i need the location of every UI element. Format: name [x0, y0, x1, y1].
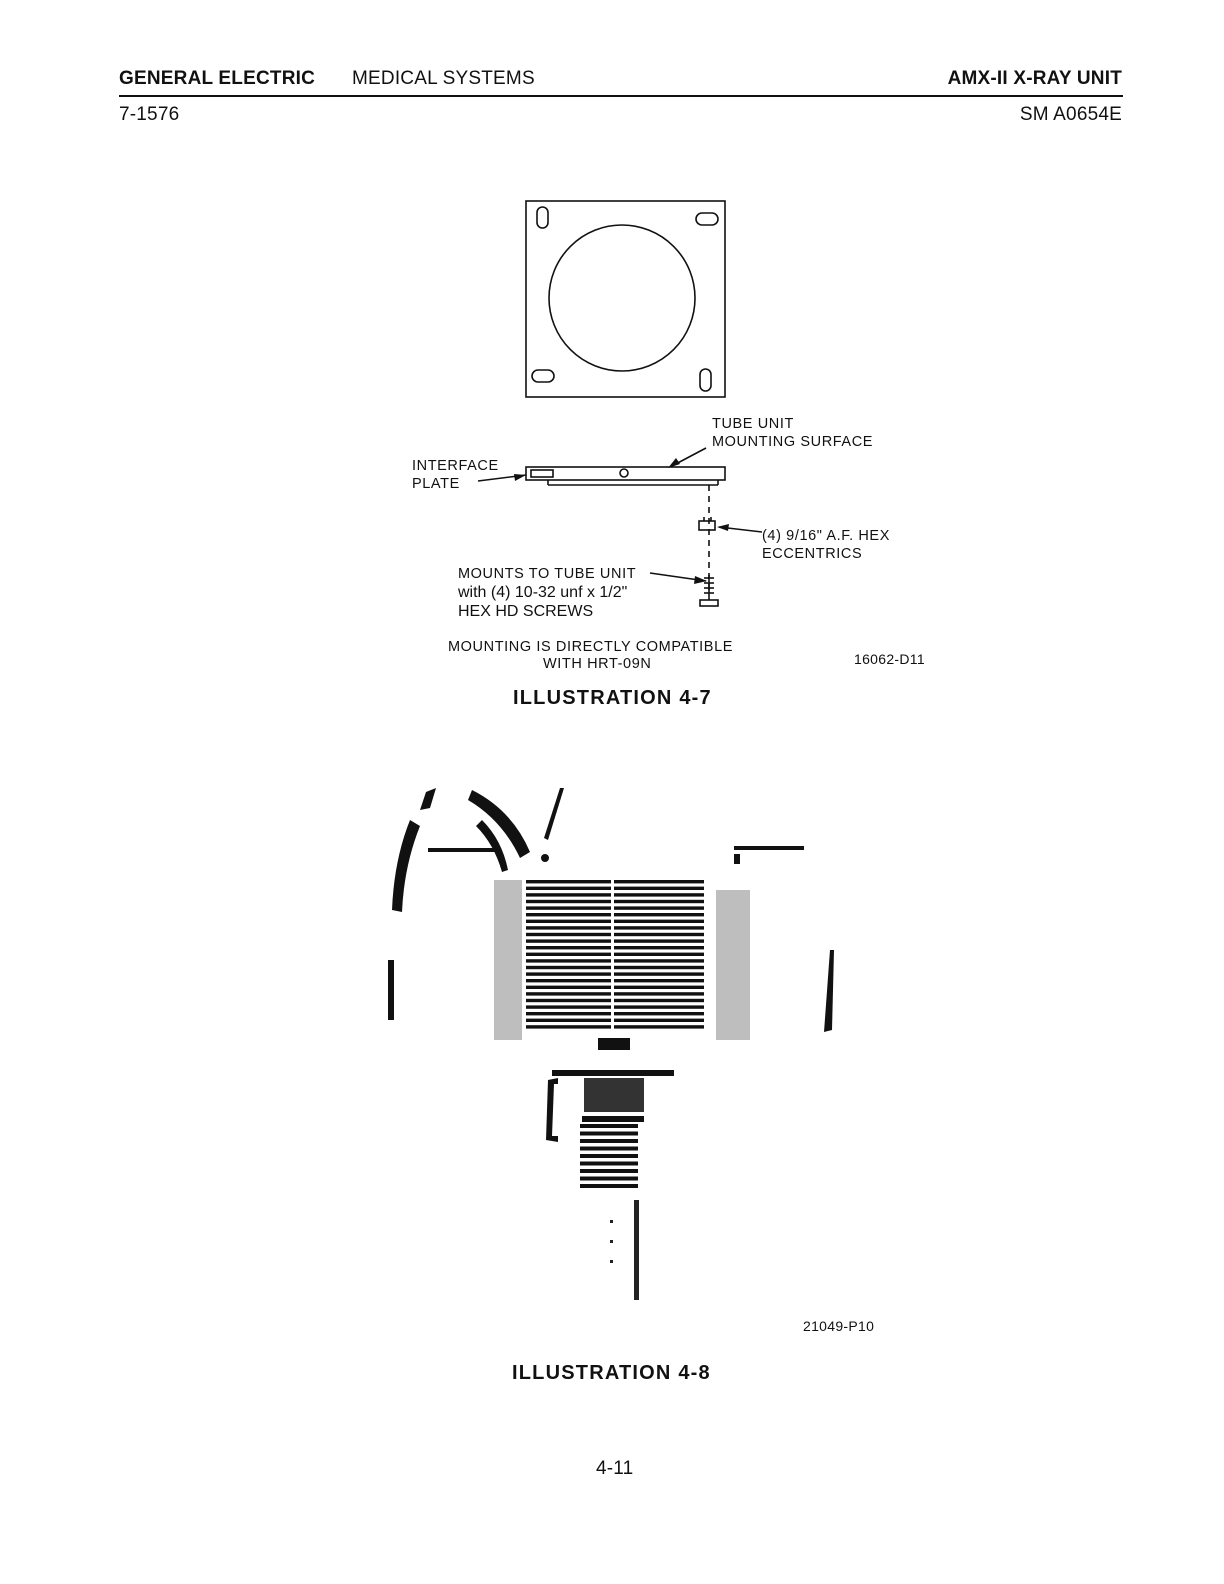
grille-slat [526, 933, 611, 936]
grille-slat [614, 946, 704, 949]
grille-slat [614, 906, 704, 909]
header-product: AMX-II X-RAY UNIT [947, 68, 1122, 89]
figure-id-4-7: 16062-D11 [854, 651, 925, 667]
header-division: MEDICAL SYSTEMS [352, 68, 535, 89]
grille-slat [526, 887, 611, 890]
grille-slat [614, 939, 704, 942]
support-column [580, 1124, 638, 1188]
grille-slat [526, 999, 611, 1002]
grille-slat [526, 1025, 611, 1028]
grille-slat [526, 1005, 611, 1008]
grille-slat [614, 933, 704, 936]
grille-slat [614, 966, 704, 969]
label-interface: INTERFACE [412, 458, 499, 474]
grille-slat [526, 1012, 611, 1015]
grille-slat [526, 880, 611, 883]
grille-slat [526, 939, 611, 942]
column-band [580, 1162, 638, 1166]
caption-illustration-4-7: ILLUSTRATION 4-7 [513, 687, 712, 709]
column-band [580, 1124, 638, 1128]
grille-slat [526, 893, 611, 896]
label-eccentrics: ECCENTRICS [762, 546, 863, 562]
grille-slat [614, 1005, 704, 1008]
interface-plate-diagram [0, 180, 1224, 820]
grille-slat [614, 999, 704, 1002]
label-mounts-to-tube-unit: MOUNTS TO TUBE UNIT [458, 566, 637, 582]
grille-slat [614, 992, 704, 995]
slot-bottom-left [532, 370, 554, 382]
column-band [580, 1177, 638, 1181]
column-band [580, 1132, 638, 1136]
label-tube-unit: TUBE UNIT [712, 416, 794, 432]
grille-slat [614, 926, 704, 929]
doc-number: 7-1576 [119, 104, 180, 125]
label-mounting-surface: MOUNTING SURFACE [712, 434, 874, 450]
column-band [580, 1147, 638, 1151]
column-band [580, 1169, 638, 1173]
grille-slat [614, 979, 704, 982]
slot-top-right [696, 213, 718, 225]
grille-slat [614, 880, 704, 883]
grille-slat [614, 887, 704, 890]
grille-slat [526, 979, 611, 982]
grille-slat [526, 926, 611, 929]
grille-slat [526, 900, 611, 903]
grille-slat [614, 893, 704, 896]
label-hex-hd-screws: HEX HD SCREWS [458, 603, 594, 620]
header-company: GENERAL ELECTRIC [119, 68, 316, 89]
grille-slat [526, 1019, 611, 1022]
note-hrt-09n: WITH HRT-09N [543, 656, 652, 672]
label-screw-spec: with (4) 10-32 unf x 1/2" [458, 584, 628, 601]
grille-slat [614, 959, 704, 962]
grille-slat [614, 920, 704, 923]
note-compatible: MOUNTING IS DIRECTLY COMPATIBLE [448, 639, 734, 655]
grille-slat [526, 913, 611, 916]
page-number: 4-11 [596, 1458, 634, 1479]
grille-slat [526, 953, 611, 956]
plate-center-bore [549, 225, 695, 371]
column-band [580, 1184, 638, 1188]
column-band [580, 1154, 638, 1158]
grille-slat [614, 1012, 704, 1015]
column-band [580, 1139, 638, 1143]
grille-slat [526, 906, 611, 909]
grille-slat [526, 992, 611, 995]
caption-illustration-4-8: ILLUSTRATION 4-8 [512, 1362, 711, 1384]
grille-slat [614, 986, 704, 989]
tube-unit-photo [372, 780, 852, 1310]
grille-slat [614, 972, 704, 975]
grille-slat [526, 946, 611, 949]
grille-slat [614, 900, 704, 903]
grille-slat [614, 953, 704, 956]
grille-slat [526, 959, 611, 962]
figure-id-4-8: 21049-P10 [803, 1318, 875, 1334]
grille-slat [526, 972, 611, 975]
grille-slat [526, 986, 611, 989]
grille-slat [614, 913, 704, 916]
slot-top-left [537, 207, 548, 228]
grille-slat [526, 920, 611, 923]
slot-bottom-right [700, 369, 711, 391]
hex-eccentric [699, 521, 715, 530]
label-plate: PLATE [412, 476, 460, 492]
grille-slat [526, 966, 611, 969]
manual-id: SM A0654E [1019, 104, 1122, 125]
cooling-grille [526, 880, 704, 1029]
grille-slat [614, 1025, 704, 1028]
label-hex-eccentrics: (4) 9/16" A.F. HEX [762, 528, 890, 544]
header-rule [119, 95, 1123, 97]
grille-slat [614, 1019, 704, 1022]
